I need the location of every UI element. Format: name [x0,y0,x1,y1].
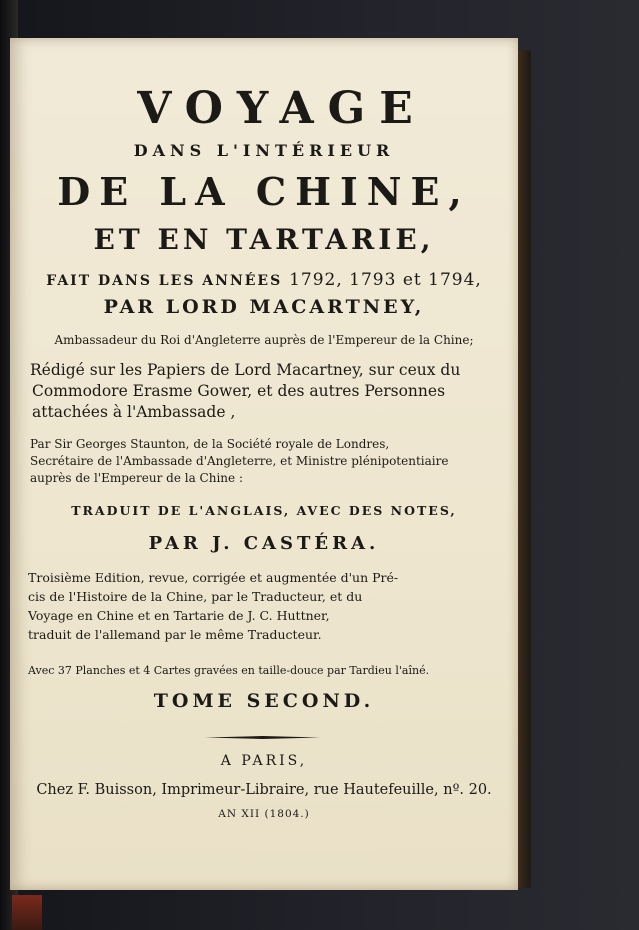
translator-line: PAR J. CASTÉRA. [148,533,380,554]
staunton-paragraph [30,436,448,487]
date-line: AN XII (1804.) [218,808,310,820]
decorative-rule [205,736,320,739]
staunton-line: auprès de l'Empereur de la Chine : [30,471,243,485]
title-page [10,38,518,890]
subtitle-tartarie: ET EN TARTARIE, [93,223,435,256]
staunton-line: Par Sir Georges Staunton, de la Société royale de Londres, [30,437,390,451]
edition-line: Troisième Edition, revue, corrigée et augmentée d'un Pré- [28,570,399,585]
redige-line: Commodore Erasme Gower, et des autres Personnes [32,382,446,400]
city-line: A PARIS, [220,753,308,769]
ambassador-line: Ambassadeur du Roi d'Angleterre auprès de l'Empereur de la Chine; [54,333,474,347]
redige-line: Rédigé sur les Papiers de Lord Macartney, sur ceux du [30,361,461,379]
subtitle-chine: DE LA CHINE, [57,169,471,214]
publisher-line: Chez F. Buisson, Imprimeur-Libraire, rue Hautefeuille, nº. 20. [36,782,492,798]
edition-line: cis de l'Histoire de la Chine, par le Traducteur, et du [28,589,363,604]
edition-line: Voyage en Chine et en Tartarie de J. C. Huttner, [28,608,330,623]
redige-paragraph [30,360,460,423]
book-title: VOYAGE [137,83,427,134]
redige-line: attachées à l'Ambassade , [32,403,236,421]
translated-line: TRADUIT DE L'ANGLAIS, AVEC DES NOTES, [71,503,457,518]
years-values: 1792, 1793 et 1794, [289,270,482,290]
edition-paragraph [28,568,398,644]
author-line: PAR LORD MACARTNEY, [103,296,425,318]
staunton-line: Secrétaire de l'Ambassade d'Angleterre, et Ministre plénipotentiaire [30,454,449,468]
years-line [10,270,518,290]
edition-line: traduit de l'allemand par le même Traducteur. [28,627,322,642]
volume-line: TOME SECOND. [153,690,375,712]
plates-line: Avec 37 Planches et 4 Cartes gravées en taille-douce par Tardieu l'aîné. [28,664,430,677]
years-prefix: FAIT DANS LES ANNÉES [46,273,283,289]
bookmark-ribbon [12,895,42,930]
subtitle-dans: DANS L'INTÉRIEUR [133,141,395,160]
